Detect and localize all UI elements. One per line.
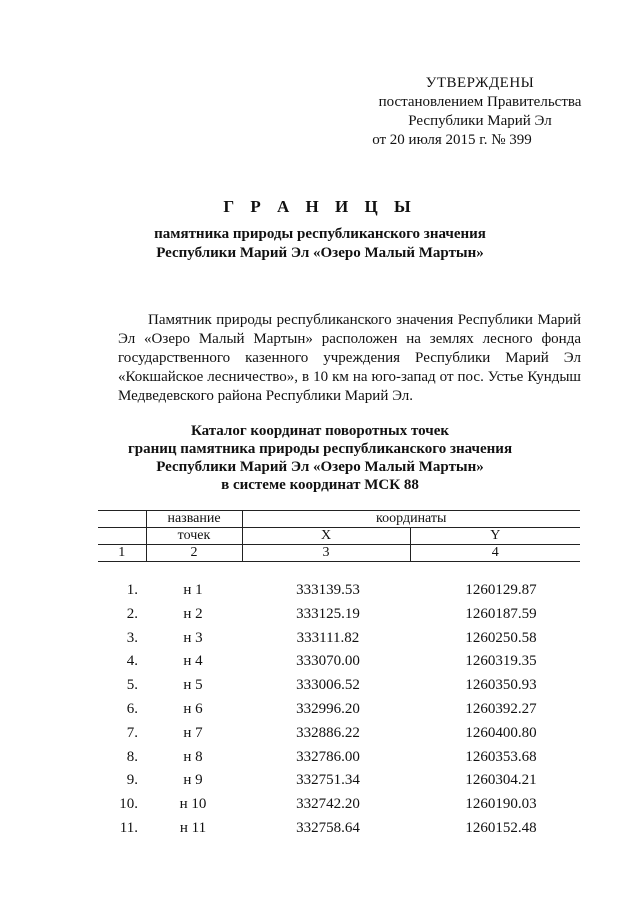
table-row: [98, 722, 580, 746]
coord-y: 1260319.35: [465, 653, 537, 670]
coord-y: 1260304.21: [465, 772, 537, 789]
row-number: 7.: [126, 724, 138, 741]
catalog-line-1: Каталог координат поворотных точек: [190, 423, 450, 439]
coord-y: 1260392.27: [465, 700, 537, 717]
header-coordinates: координаты: [242, 511, 580, 528]
table-row: [98, 579, 580, 603]
table-row: [98, 769, 580, 793]
point-name: н 10: [179, 796, 207, 813]
row-number: 4.: [126, 653, 138, 670]
document-title: Г Р А Н И Ц Ы: [223, 197, 417, 216]
row-number: 1.: [126, 582, 138, 598]
point-name: н 6: [183, 700, 203, 717]
point-name: н 11: [179, 819, 207, 836]
row-number: 9.: [126, 772, 138, 789]
coord-x: 332751.34: [296, 772, 360, 789]
header-point-name-line-2: точек: [146, 528, 242, 545]
row-number: 11.: [119, 819, 138, 836]
coordinates-table-body: [98, 579, 580, 841]
coord-x: 332742.20: [296, 796, 360, 813]
coordinates-table-header: [98, 510, 580, 562]
coord-y: 1260187.59: [465, 605, 537, 622]
row-number: 8.: [126, 748, 138, 765]
table-row: [98, 698, 580, 722]
header-col-2: 2: [146, 545, 242, 562]
approval-date-number: от 20 июля 2015 г. № 399: [372, 132, 532, 148]
approval-resolution: постановлением Правительства: [378, 94, 582, 110]
coord-x: 333006.52: [296, 677, 360, 694]
point-name: н 1: [183, 582, 203, 598]
table-row: [98, 627, 580, 651]
point-name: н 4: [183, 653, 203, 670]
row-number: 3.: [126, 629, 138, 646]
coord-y: 1260350.93: [465, 677, 537, 694]
coord-y: 1260400.80: [465, 724, 537, 741]
coord-y: 1260353.68: [465, 748, 537, 765]
approval-republic: Республики Марий Эл: [408, 113, 552, 129]
row-number: 6.: [126, 700, 138, 717]
point-name: н 5: [183, 677, 203, 694]
table-row: [98, 603, 580, 627]
point-name: н 7: [183, 724, 203, 741]
coord-x: 332886.22: [296, 724, 360, 741]
point-name: н 2: [183, 605, 203, 622]
header-col-3: 3: [242, 545, 410, 562]
header-cell-empty: [98, 511, 146, 528]
coord-x: 333070.00: [296, 653, 360, 670]
table-row: [98, 650, 580, 674]
header-col-1: 1: [98, 545, 146, 562]
coord-y: 1260190.03: [465, 796, 537, 813]
coord-x: 333139.53: [296, 582, 360, 598]
header-x: X: [242, 528, 410, 545]
table-row: [98, 746, 580, 770]
catalog-line-4: в системе координат МСК 88: [221, 477, 419, 493]
approval-block: [370, 74, 590, 150]
catalog-line-2: границ памятника природы республиканского значения: [127, 441, 513, 457]
coord-x: 332786.00: [296, 748, 360, 765]
coord-y: 1260129.87: [465, 582, 537, 598]
catalog-line-3: Республики Марий Эл «Озеро Малый Мартын»: [156, 459, 484, 475]
catalog-heading: [0, 422, 640, 494]
row-number: 2.: [126, 605, 138, 622]
coord-y: 1260152.48: [465, 819, 537, 836]
header-y: Y: [410, 528, 580, 545]
document-subtitle: [0, 225, 640, 263]
row-number: 5.: [126, 677, 138, 694]
coord-y: 1260250.58: [465, 629, 537, 646]
table-row: [98, 793, 580, 817]
subtitle-line-2: Республики Марий Эл «Озеро Малый Мартын»: [156, 245, 484, 261]
description-paragraph: Памятник природы республиканского значения Республики Марий Эл «Озеро Малый Мартын» расположен на землях лесного фонда государственного казенного учреждения Республики Марий Эл «Кокшайское лесничество», в 10 км на юго-запад от пос. Устье Кундыш Медведевского района Республики Марий Эл.: [118, 312, 581, 404]
coord-x: 332758.64: [296, 819, 360, 836]
point-name: н 8: [183, 748, 203, 765]
row-number: 10.: [119, 796, 138, 813]
table-row: [98, 817, 580, 841]
header-point-name-line-1: название: [146, 511, 242, 528]
header-cell-empty-2: [98, 528, 146, 545]
header-col-4: 4: [410, 545, 580, 562]
table-row: [98, 674, 580, 698]
coord-x: 333125.19: [296, 605, 360, 622]
approval-title: УТВЕРЖДЕНЫ: [425, 75, 535, 91]
subtitle-line-1: памятника природы республиканского значения: [154, 226, 486, 242]
point-name: н 3: [183, 629, 203, 646]
point-name: н 9: [183, 772, 203, 789]
coord-x: 333111.82: [296, 629, 360, 646]
coord-x: 332996.20: [296, 700, 360, 717]
